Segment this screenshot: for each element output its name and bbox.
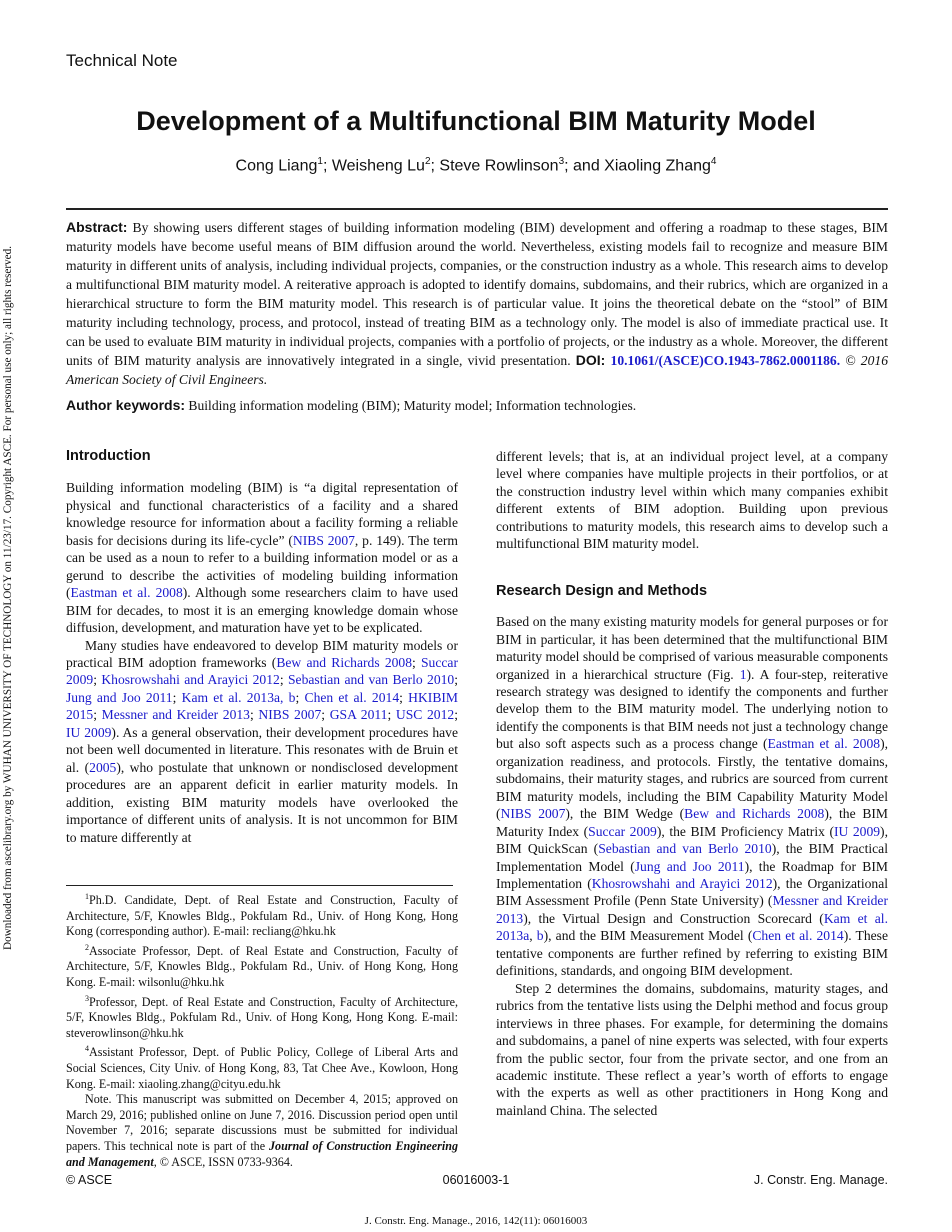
body-text: ; bbox=[412, 654, 421, 670]
keywords-label: Author keywords: bbox=[66, 397, 186, 413]
methods-paragraph-1 bbox=[496, 613, 888, 980]
footnote-text: Associate Professor, Dept. of Real Estate and Construction, Faculty of Architecture, 5/F, Knowles Bldg., Pokfulam Rd., Univ. of Hong Kong, Hong Kong. E-mail: wilsonlu@hku.hk bbox=[66, 943, 458, 990]
citation-link[interactable]: Bew and Richards 2008 bbox=[684, 806, 825, 822]
citation-link[interactable]: 2005 bbox=[89, 759, 117, 775]
header-divider bbox=[66, 208, 888, 210]
body-text: Many studies have endeavored to develop BIM maturity models or practical BIM adoption frameworks ( bbox=[66, 637, 458, 670]
citation-link[interactable]: NIBS 2007 bbox=[292, 532, 355, 548]
footnote-mark: 3 bbox=[85, 993, 89, 1003]
section-heading-research-design: Research Design and Methods bbox=[496, 582, 708, 599]
note-tail: , © ASCE, ISSN 0733-9364. bbox=[153, 1154, 293, 1169]
footnote-mark: 4 bbox=[85, 1044, 89, 1054]
citation-link[interactable]: Messner and Kreider 2013 bbox=[101, 707, 250, 723]
author-footnote bbox=[66, 991, 458, 1042]
keywords-text: Building information modeling (BIM); Maturity model; Information technologies. bbox=[185, 398, 637, 413]
author-footnote bbox=[66, 1041, 458, 1092]
citation-link[interactable]: IU 2009 bbox=[833, 823, 881, 839]
body-text: Step 2 determines the domains, subdomains, maturity stages, and rubrics from the tentative lists using the Delphi method and focus group interviews in three phases. For example, for determining the domains and subdomains, a panel of nine experts was selected, with four experts from the public sector, four from the private sector, and one from an academic institute. These reflect a year’s worth of efforts to engage with the experts as well as other practitioners in Hong Kong and mainland China. The selected bbox=[496, 980, 888, 1118]
journal-name: Journal of Construction Engineering and Management bbox=[66, 1139, 458, 1169]
citation-link[interactable]: NIBS 2007 bbox=[500, 806, 566, 822]
body-text: , p. 149). The term can be used as a noun to refer to a building information model or as a gerund to describe the activities of modeling building information ( bbox=[66, 532, 459, 601]
body-text: ), the BIM Maturity Index ( bbox=[496, 806, 888, 839]
body-text: different levels; that is, at an individual project level, at a company level where companies have multiple projects in their portfolios, or at the construction industry level within which many companies exhibit different extents of BIM adoption. Building upon previous contributions to maturity models, this research aims to develop such a multifunctional BIM maturity model. bbox=[496, 449, 888, 552]
body-text: ; bbox=[454, 707, 458, 723]
footnote-text: Ph.D. Candidate, Dept. of Real Estate and Construction, Faculty of Architecture, 5/F, Knowles Bldg., Pokfulam Rd., Univ. of Hong Kong, Hong Kong (corresponding author). E-mail: recliang@hku.hk bbox=[66, 893, 458, 939]
author-footnote bbox=[66, 889, 458, 940]
right-column bbox=[496, 448, 888, 1119]
footnotes bbox=[66, 889, 458, 1170]
body-text: ), BIM QuickScan ( bbox=[496, 823, 888, 857]
section-label: Technical Note bbox=[66, 51, 178, 70]
citation-link[interactable]: HKIBIM 2015 bbox=[66, 689, 458, 723]
citation-link[interactable]: NIBS 2007 bbox=[258, 707, 322, 723]
doi-link[interactable]: 10.1061/(ASCE)CO.1943-7862.0001186. bbox=[610, 353, 841, 368]
body-text: ), the Organizational BIM Assessment Profile (Penn State University) ( bbox=[496, 875, 889, 909]
author-affiliation-mark: 2 bbox=[424, 156, 431, 167]
abstract-text: By showing users different stages of building information modeling (BIM) development and offering a roadmap to these stages, BIM maturity models have become useful means of BIM diffusion around the world. Nevertheless, existing models fail to recognize and measure BIM maturity in different units of analysis, including individual projects, companies, or the construction industry as a whole. This research aims to develop a multifunctional BIM maturity model. A reiterative approach is adopted to identify domains, subdomains, and their rubrics, which are organized in a hierarchical structure to form the BIM maturity model. This research is of particular value. It joins the theoretical debate on the “stool” of BIM maturity including technology, process, and protocol, instead of treating BIM as a technology only. The model is also of immediate practical use. It can be used to evaluate BIM maturity in individual projects, companies with a portfolio of projects, or the industry as a whole. Moreover, the different units of BIM maturity analysis are innovatively integrated in a single, vivid presentation. bbox=[66, 220, 888, 368]
body-text: ). As a general observation, their development procedures have not been well documented in literature. This resonates with de Bruin et al. ( bbox=[66, 724, 458, 775]
footnote-mark: 1 bbox=[85, 892, 89, 901]
footnote-text: Assistant Professor, Dept. of Public Policy, College of Liberal Arts and Social Sciences, City Univ. of Hong Kong, 83, Tat Chee Ave., Kowloon, Hong Kong. E-mail: xiaoling.zhang@cityu.edu.hk bbox=[66, 1045, 458, 1091]
body-text: ), the BIM Wedge ( bbox=[565, 806, 685, 822]
author-separator: ; bbox=[322, 157, 332, 175]
author-separator: ; and bbox=[564, 157, 605, 175]
citation-link[interactable]: Chen et al. 2014 bbox=[752, 928, 844, 944]
body-text: ; bbox=[249, 707, 259, 723]
citation-link[interactable]: Succar 2009 bbox=[66, 654, 458, 688]
footer-journal: J. Constr. Eng. Manage. bbox=[753, 1173, 888, 1187]
body-text: ), the Roadmap for BIM Implementation ( bbox=[496, 858, 888, 891]
body-text: ; bbox=[93, 707, 102, 723]
citation-link[interactable]: Khosrowshahi and Arayici 2012 bbox=[591, 875, 773, 891]
body-text: ; bbox=[279, 672, 288, 688]
body-text: ). Although some researchers claim to have used BIM for decades, to most it is an emerging knowledge domain whose diffusion, development, and maturation have yet to be explicated. bbox=[66, 585, 458, 636]
body-text: ), the Virtual Design and Construction Scorecard ( bbox=[523, 910, 824, 926]
citation-link[interactable]: Sebastian and van Berlo 2010 bbox=[287, 672, 455, 688]
author-name: Cong Liang bbox=[235, 157, 318, 175]
citation-link[interactable]: Eastman et al. 2008 bbox=[767, 736, 881, 752]
body-text: ; bbox=[93, 672, 102, 688]
citation-link[interactable]: USC 2012 bbox=[395, 707, 455, 723]
citation-link[interactable]: Kam et al. 2013a, b bbox=[181, 689, 296, 705]
author-affiliation-mark: 1 bbox=[317, 156, 323, 167]
citation-link[interactable]: Kam et al. 2013a bbox=[496, 910, 888, 944]
keywords bbox=[66, 396, 888, 415]
body-text: ), organization readiness, and protocols. Firstly, the tentative domains, subdomains, their maturity stages, and rubrics are sourced from current BIM maturity models, including the BIM Capability Maturity Model ( bbox=[496, 736, 888, 822]
footnote-divider bbox=[66, 885, 453, 886]
methods-paragraph-2 bbox=[496, 980, 888, 1120]
manuscript-note bbox=[66, 1092, 458, 1170]
author-name: Steve Rowlinson bbox=[439, 157, 559, 175]
abstract bbox=[66, 218, 888, 389]
paper-title: Development of a Multifunctional BIM Maturity Model bbox=[136, 106, 816, 136]
citation-link[interactable]: GSA 2011 bbox=[329, 707, 388, 723]
doi-label: DOI: bbox=[575, 352, 606, 368]
citation-link[interactable]: IU 2009 bbox=[66, 724, 112, 740]
citation-line: J. Constr. Eng. Manage., 2016, 142(11): 06016003 bbox=[364, 1215, 588, 1227]
abstract-label: Abstract: bbox=[66, 219, 128, 235]
citation-link[interactable]: Chen et al. 2014 bbox=[304, 689, 400, 705]
citation-link[interactable]: Sebastian and van Berlo 2010 bbox=[598, 841, 772, 857]
body-text: Based on the many existing maturity models for general purposes or for BIM in particular, it has been determined that the multifunctional BIM maturity model should be comprised of various measurable components organized in a hierarchical structure (Fig. bbox=[496, 614, 888, 682]
section-heading-introduction: Introduction bbox=[66, 448, 151, 464]
copyright: © 2016 American Society of Civil Engineers. bbox=[66, 353, 888, 387]
citation-link[interactable]: Khosrowshahi and Arayici 2012 bbox=[101, 672, 280, 688]
body-text: ; bbox=[387, 707, 396, 723]
author-separator: ; bbox=[430, 157, 440, 175]
citation-link[interactable]: Jung and Joo 2011 bbox=[66, 689, 173, 705]
download-notice: Downloaded from ascelibrary.org by WUHAN UNIVERSITY OF TECHNOLOGY on 11/23/17. Copyright ASCE. For personal use only; all rights reserved. bbox=[2, 246, 14, 950]
citation-link[interactable]: Bew and Richards 2008 bbox=[276, 654, 413, 670]
footnote-mark: 2 bbox=[85, 942, 89, 952]
citation-link[interactable]: Jung and Joo 2011 bbox=[634, 858, 745, 874]
citation-link[interactable]: Eastman et al. 2008 bbox=[70, 585, 183, 601]
body-text: ; bbox=[399, 689, 409, 705]
body-text: ; bbox=[321, 707, 330, 723]
body-text: ), the BIM Proficiency Matrix ( bbox=[656, 823, 834, 839]
author-name: Weisheng Lu bbox=[331, 157, 425, 175]
intro-paragraph-continued bbox=[496, 448, 888, 553]
footer-copyright: © ASCE bbox=[66, 1173, 113, 1187]
body-text: ). These tentative components are further refined by referring to existing BIM definitions, standards, and ongoing BIM development. bbox=[496, 928, 888, 979]
intro-paragraph-2 bbox=[66, 637, 458, 846]
body-text: Building information modeling (BIM) is “a digital representation of physical and functional characteristics of a facility and a shared knowledge resource for information about a facility forming a reliable basis for decisions during its life-cycle” ( bbox=[66, 480, 458, 548]
citation-link[interactable]: Succar 2009 bbox=[588, 823, 657, 839]
author-list bbox=[0, 156, 952, 175]
left-column bbox=[66, 448, 458, 846]
author-affiliation-mark: 4 bbox=[710, 156, 717, 167]
citation-link[interactable]: 1 bbox=[739, 666, 747, 682]
body-text: ; bbox=[454, 672, 458, 688]
note-text: Note. This manuscript was submitted on December 4, 2015; approved on March 29, 2016; published online on June 7, 2016. Discussion period open until November 7, 2016; separate discussions must be submitted for individual papers. This technical note is part of the bbox=[66, 1092, 458, 1154]
author-affiliation-mark: 3 bbox=[558, 156, 565, 167]
citation-link[interactable]: b bbox=[536, 928, 544, 944]
body-text: ; bbox=[172, 689, 182, 705]
author-name: Xiaoling Zhang bbox=[604, 157, 711, 175]
intro-paragraph-1 bbox=[66, 479, 458, 636]
body-text: ), and the BIM Measurement Model ( bbox=[543, 928, 753, 944]
body-text: ; bbox=[295, 689, 305, 705]
body-text: ), the BIM Practical Implementation Model ( bbox=[496, 841, 888, 874]
page-number: 06016003-1 bbox=[442, 1173, 510, 1187]
body-text: ). A four-step, reiterative research strategy was designed to identify the components and further develop them to the BIM maturity model. The underlying notion to identify the components is that BIM needs not just a technology change but also soft aspects such as a process change ( bbox=[496, 666, 888, 752]
author-footnote bbox=[66, 940, 458, 991]
body-text: ), who postulate that unknown or nondisclosed development procedures are an apparent deficit in earlier maturity models. In addition, existing BIM maturity models have overlooked the importance of different units of analysis. It is not uncommon for BIM to mature differently at bbox=[66, 759, 458, 845]
body-text: , bbox=[529, 928, 537, 944]
footnote-text: Professor, Dept. of Real Estate and Construction, Faculty of Architecture, 5/F, Knowles Bldg., Pokfulam Rd., Univ. of Hong Kong, Hong Kong. E-mail: steverowlinson@hku.hk bbox=[66, 994, 458, 1040]
citation-link[interactable]: Messner and Kreider 2013 bbox=[496, 893, 888, 926]
